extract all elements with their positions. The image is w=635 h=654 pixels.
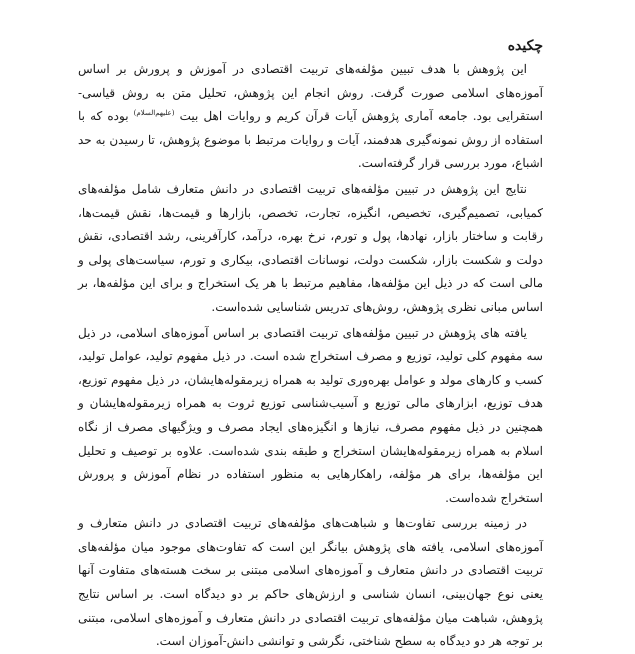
- paragraph-aim-method-part2: بوده که با استفاده از روش نمونه‌گیری هدفمند، آیات و روایات مرتبط با موضوع پژوهش، تا رسیدن به حد اشباع، مورد بررسی قرار گرفته‌است.: [78, 109, 543, 171]
- abstract-heading: چکیده: [507, 38, 543, 54]
- paragraph-aim-method: [78, 58, 543, 176]
- paragraph-comparison: در زمینه بررسی تفاوت‌ها و شباهت‌های مؤلفه‌های تربیت اقتصادی در دانش متعارف و آموزه‌های اسلامی، یافته های پژوهش بیانگر این است که تفاوت‌های موجود میان مؤلفه‌های تربیت اقتصادی در دانش متعارف و آموزه‌های اسلامی مبتنی بر سخت هسته‌های متفاوت آنها یعنی نوع جهان‌بینی، انسان شناسی و ارزش‌های حاکم بر دو دیدگاه است. بر اساس نتایج پژوهش، شباهت میان مؤلفه‌های تربیت اقتصادی در دانش متعارف و آموزه‌های اسلامی، مبتنی بر توجه هر دو دیدگاه به سطح شناختی، نگرشی و توانشی دانش-آموزان است.: [78, 516, 543, 649]
- paragraph-aim-method-part1: این پژوهش با هدف تبیین مؤلفه‌های تربیت اقتصادی در آموزش و پرورش بر اساس آموزه‌های اسلامی صورت گرفت. روش انجام این پژوهش، تحلیل متن به روش قیاسی- استقرایی بود. جامعه آماری پژوهش آیات قرآن کریم و روایات اهل بیت: [78, 62, 543, 124]
- paragraph-conventional-results: نتایج این پژوهش در تبیین مؤلفه‌های تربیت اقتصادی در دانش متعارف شامل مؤلفه‌های کمیابی، تصمیم‌گیری، تخصیص، انگیزه، تجارت، تخصص، بازارها و قیمت‌ها، نقش قیمت‌ها، رقابت و ساختار بازار، نهادها، پول و تورم، نرخ بهره، درآمد، کارآفرینی، رشد اقتصادی، نقش دولت و شکست بازار، شکست دولت، نوسانات اقتصادی، بیکاری و تورم، سیاست‌های پولی و مالی است که در ذیل این مؤلفه‌ها، مفاهیم مرتبط با هر یک استخراج و برای این مؤلفه‌ها، بر اساس مبانی نظری پژوهش، روش‌های تدریس شناسایی شده‌است.: [78, 181, 543, 314]
- paragraph-islamic-findings: یافته های پژوهش در تبیین مؤلفه‌های تربیت اقتصادی بر اساس آموزه‌های اسلامی، در ذیل سه مفهوم کلی تولید، توزیع و مصرف استخراج شده است. در ذیل مفهوم تولید، عوامل تولید، کسب و کارهای مولد و عوامل بهره‌وری تولید به همراه زیرمقوله‌هایشان، در ذیل مفهوم توزیع، هدف توزیع، ابزارهای مالی توزیع و آسیب‌شناسی توزیع ثروت به همراه زیرمقوله‌هایشان و همچنین در ذیل مفهوم مصرف، نیازها و انگیزه‌های ایجاد مصرف و ویژگیهای مصرف از نگاه اسلام به همراه زیرمقوله‌هایشان استخراج و طبقه بندی شده‌است. علاوه بر توصیف و تحلیل این مؤلفه‌ها، برای هر مؤلفه، راهکارهایی به منظور استفاده در نظام آموزش و پرورش استخراج شده‌است.: [78, 325, 543, 505]
- honorific-superscript: (علیهم‌السلام): [133, 109, 175, 118]
